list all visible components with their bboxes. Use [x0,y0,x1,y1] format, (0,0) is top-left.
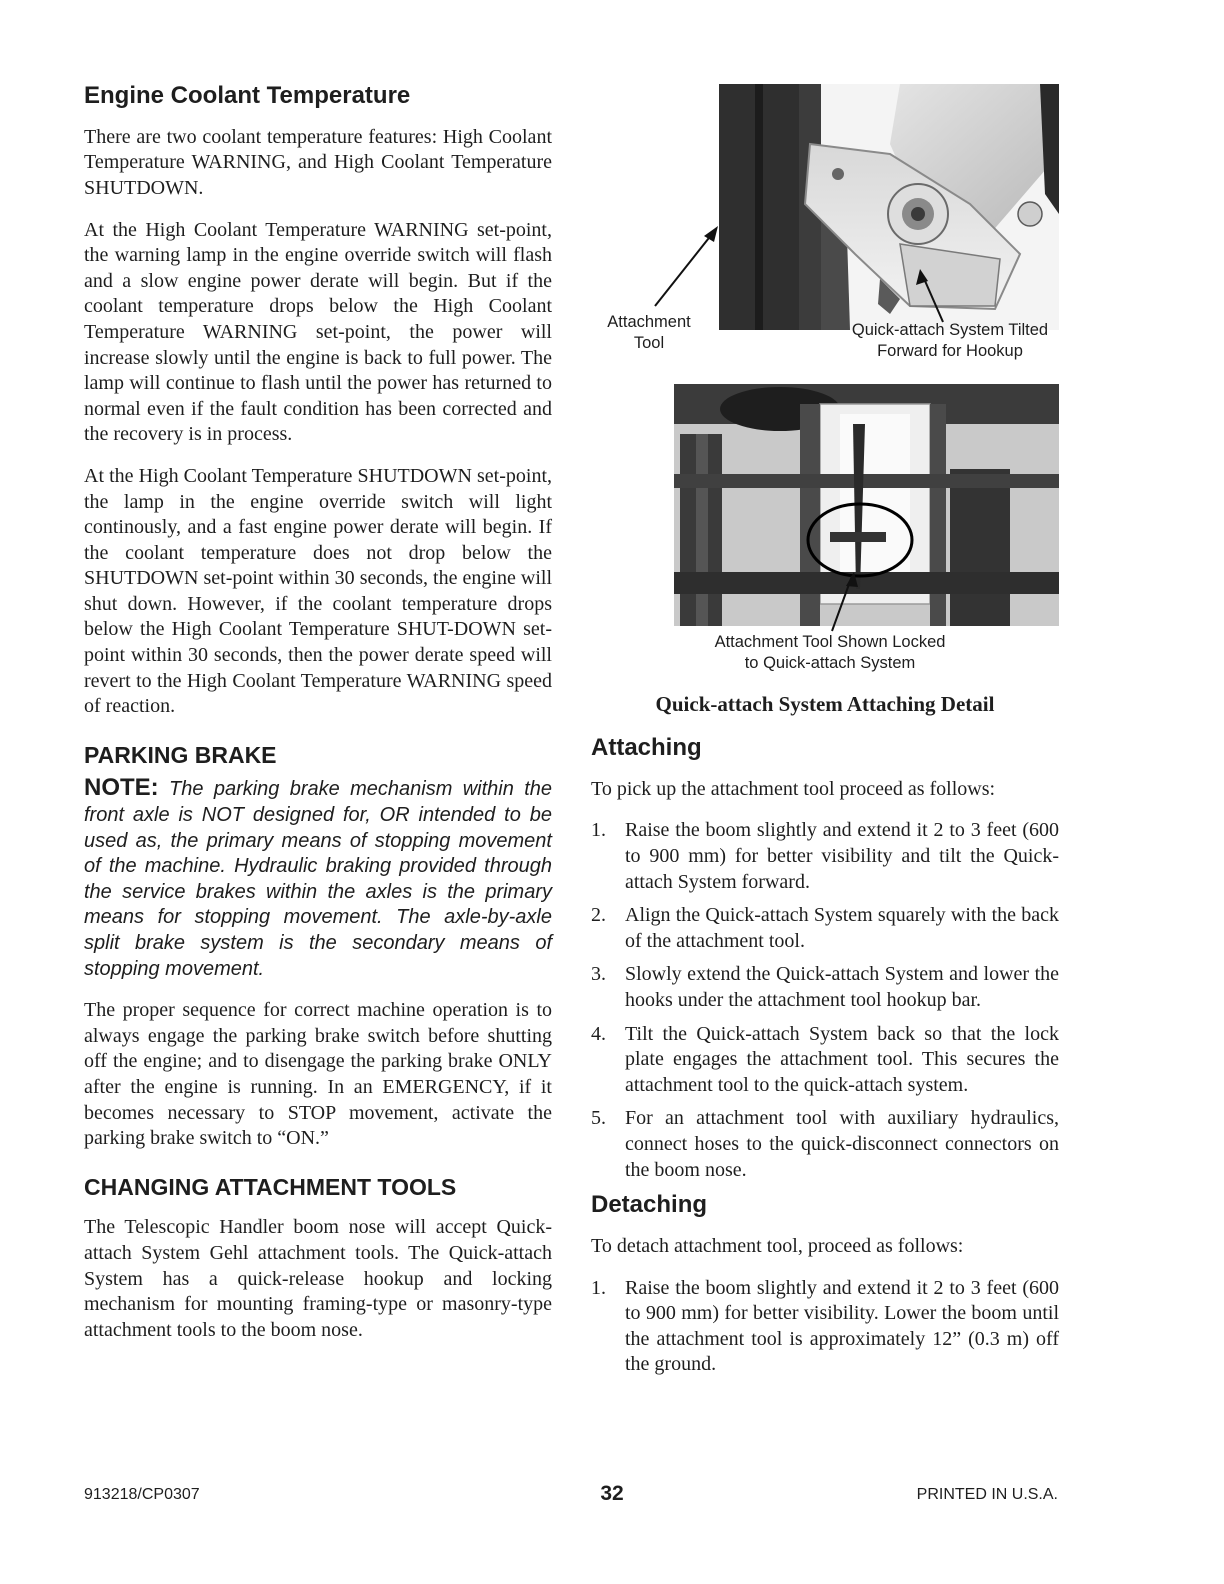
step-text: Slowly extend the Quick-attach System and lower the hooks under the attachment tool hookup bar. [625,963,1059,1011]
callout-locked-line1: Attachment Tool Shown Locked [714,633,946,651]
step-text: Align the Quick-attach System squarely with the back of the attachment tool. [625,904,1059,952]
step-number: 2. [591,904,606,927]
footer-doc-number: 913218/CP0307 [84,1486,200,1503]
callout-attachment-tool [594,312,704,354]
step-number: 1. [591,1276,606,1299]
changing-tools-heading: CHANGING ATTACHMENT TOOLS [84,1173,457,1200]
callout-locked-line2: to Quick-attach System [744,654,916,672]
callout-locked [690,632,970,674]
hookup-bar [674,474,1059,488]
detaching-step [591,1276,1059,1378]
step-number: 3. [591,963,606,986]
step-number: 4. [591,1022,606,1045]
attaching-step [591,1106,1059,1183]
step-text: Raise the boom slightly and extend it 2 to 3 feet (600 to 900 mm) for better visibility and tilt the Quick-attach System forward. [625,819,1059,893]
callout-tilted-forward [830,320,1070,362]
parking-brake-heading: PARKING BRAKE [84,741,277,768]
coolant-paragraph-1: There are two coolant temperature features: High Coolant Temperature WARNING, and High Coolant Temperature SHUTDOWN. [84,125,552,199]
attaching-steps [591,818,1059,1183]
callout-attachment-tool-line2: Tool [633,334,665,352]
detaching-heading: Detaching [591,1191,708,1219]
left-column [84,82,552,1359]
callout-tilted-line1: Quick-attach System Tilted [851,321,1049,339]
attaching-step [591,962,1059,1013]
step-text: Tilt the Quick-attach System back so that the lock plate engages the attachment tool. This secures the attachment tool to the quick-attach system. [625,1022,1059,1096]
attaching-step [591,1022,1059,1099]
note-label: NOTE: [84,774,159,802]
right-column [591,734,1059,1386]
step-text: For an attachment tool with auxiliary hydraulics, connect hoses to the quick-disconnect connectors on the boom nose. [625,1107,1059,1181]
figure-photos [600,84,1060,684]
callout-tilted-line2: Forward for Hookup [877,342,1023,360]
quick-attach-figure [600,84,1060,684]
top-photo [655,84,1059,330]
figure-caption: Quick-attach System Attaching Detail [655,692,995,716]
bottom-photo [674,384,1059,631]
attaching-heading: Attaching [591,734,702,761]
detaching-intro: To detach attachment tool, proceed as follows: [591,1234,964,1257]
coolant-paragraph-2: At the High Coolant Temperature WARNING set-point, the warning lamp in the engine override switch will flash and a slow engine power derate will begin. But if the coolant temperature drops below the High Coolant Temperature WARNING set-point, the power will increase slowly until the engine is back to full power. The lamp will continue to flash until the power has returned to normal even if the fault condition has been corrected and the recovery is in process. [84,218,552,446]
coolant-paragraph-3: At the High Coolant Temperature SHUTDOWN set-point, the lamp in the engine override switch will light continously, and a fast engine power derate will begin. If the coolant temperature does not drop below the SHUTDOWN set-point within 30 seconds, the engine will shut down. However, if the coolant temperature drops below the High Coolant Temperature SHUT-DOWN set-point within 30 seconds, then the power derate speed will revert to the High Coolant Temperature WARNING speed of reaction. [84,464,552,718]
attaching-step [591,903,1059,954]
parking-brake-paragraph: The proper sequence for correct machine operation is to always engage the parking brake switch before shutting off the engine; and to disengage the parking brake ONLY after the engine is running. In an EMERGENCY, if it becomes necessary to STOP movement, activate the parking brake switch to “ON.” [84,999,552,1150]
parking-brake-note [84,775,552,982]
changing-tools-paragraph: The Telescopic Handler boom nose will accept Quick-attach System Gehl attachment tools. The Quick-attach System has a quick-release hookup and locking mechanism for mounting framing-type or masonry-type attachment tools to the boom nose. [84,1216,552,1341]
callout-attachment-tool-line1: Attachment [607,313,691,331]
detaching-steps [591,1276,1059,1378]
step-text: Raise the boom slightly and extend it 2 to 3 feet (600 to 900 mm) for better visibility. Lower the boom until the attachment tool is approximately 12” (0.3 m) off the ground. [625,1276,1059,1376]
attaching-intro: To pick up the attachment tool proceed as follows: [591,777,996,800]
footer-printed: PRINTED IN U.S.A. [916,1486,1058,1503]
step-number: 5. [591,1107,606,1130]
step-number: 1. [591,819,606,842]
page-number: 32 [600,1482,624,1505]
attaching-step [591,818,1059,895]
coolant-heading: Engine Coolant Temperature [84,82,411,109]
note-text: The parking brake mechanism within the front axle is NOT designed for, OR intended to be used as, the primary means of stopping movement of the machine. Hydraulic braking provided through the service brakes within the axles is the primary means for stopping movement. The axle-by-axle split brake system is the secondary means of stopping movement. [84,778,552,980]
